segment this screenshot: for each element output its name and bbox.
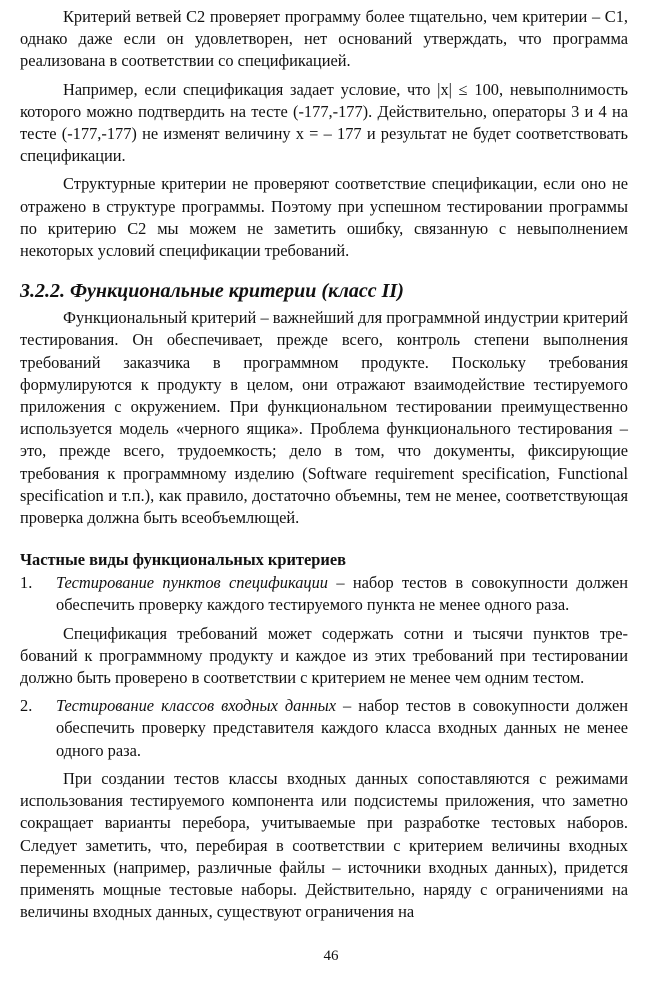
list-item-number: 2. [20, 696, 33, 716]
paragraph-functional-criterion: Функциональный критерий – важнейший для программной индустрии критерий тестирования. Он обеспечивает, прежде всего, контроль степени выполнения требований заказчика в программном продукте. Поскольку требования формулируются к продукту в целом, они отражают взаимодействие тестируемого приложения с окружением. При функциональном тестировании преимущественно используется модель «черного ящика». Проблема функционального тестирования – это, прежде всего, трудоемкость; дело в том, что документы, фиксирующие требования к программному изделию (Software requirement specification, Functional specification и т.п.), как правило, достаточно объемны, тем не менее, соответствующая проверка должна быть всеобъемлющей. [20, 308, 628, 528]
subsection-heading: Частные виды функциональных критериев [20, 550, 346, 570]
document-page [20, 6, 628, 929]
paragraph-criteria-c2: Критерий ветвей С2 проверяет программу более тщательно, чем критерии – С1, однако даже если он удовлетворен, нет оснований утверждать, что программа реализована в соответствии со спецификацией. [20, 7, 628, 71]
paragraph-structural-criteria: Структурные критерии не проверяют соответствие спецификации, если оно не отражено в структуре программы. Поэтому при успешном тестировании программы по критерию С2 мы можем не заметить ошибку, связанную с невыполнением некоторых условий спецификации требований. [20, 174, 628, 261]
page-number: 46 [323, 948, 339, 964]
list-item-number: 1. [20, 573, 33, 593]
list-item-input-classes [20, 695, 628, 762]
section-heading: 3.2.2. Функциональные критерии (класс II) [20, 280, 404, 303]
paragraph-specification-requirements: Спецификация требований может содержать сотни и тысячи пунктов требований к программному продукту и каждое из этих требований при тестировании должно быть проверено в соответствии с критерием не менее чем одним тестом. [20, 623, 628, 688]
list-item-text: – набор тестов в совокупности должен обеспечить проверку представителя каждого класса входных данных не менее одного раза. [56, 696, 629, 760]
list-item-text: – набор тестов в совокупности должен обеспечить проверку каждого тестируемого пункта не менее одного раза. [56, 573, 628, 615]
list-item-body [56, 572, 628, 616]
paragraph-specification-example: Например, если спецификация задает условие, что |x| ≤ 100, невыполнимость которого можно подтвердить на тесте (-177,-177). Действительно, операторы 3 и 4 на тесте (-177,-177) не изменят величину х = – 177 и результат не будет соответствовать спецификации. [20, 79, 628, 166]
list-item-body [56, 695, 628, 762]
paragraph-input-classes-tests: При создании тестов классы входных данных сопоставляются с режимами использования тестируемого компонента или подсистемы приложения, что заметно сокращает варианты перебора, учитываемые при разработке тестовых наборов. Следует заметить, что, перебирая в соответствии с критерием величины входных переменных (например, различные файлы – источники входных данных), придется применять мощные тестовые наборы. Действительно, наряду с ограничениями на величины входных данных, существуют ограничения на [20, 768, 628, 922]
list-item-term: Тестирование пунктов спецификации [56, 573, 328, 593]
list-item-term: Тестирование классов входных данных [56, 696, 336, 716]
list-item-specification-points [20, 572, 628, 616]
